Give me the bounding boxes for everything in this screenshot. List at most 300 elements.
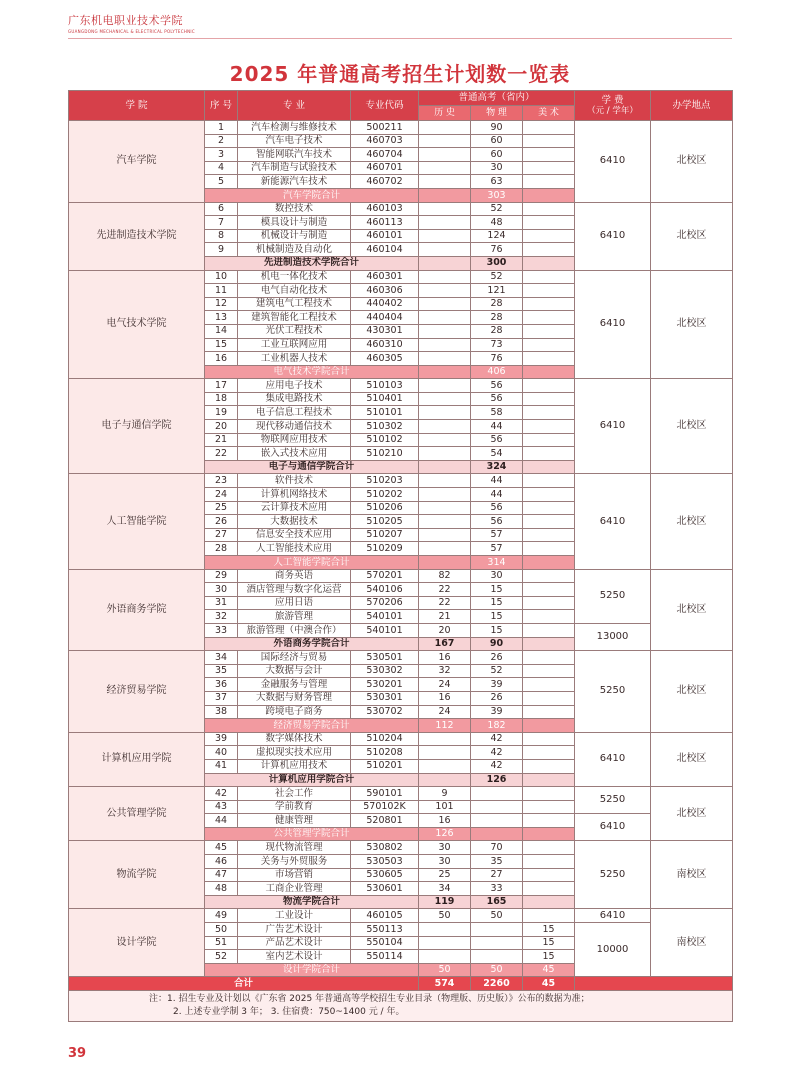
art-cell <box>523 787 575 801</box>
physics-cell: 57 <box>471 542 523 556</box>
seq-cell: 29 <box>205 569 238 583</box>
history-cell: 24 <box>419 678 471 692</box>
seq-cell: 5 <box>205 175 238 189</box>
seq-cell: 23 <box>205 474 238 488</box>
college-name: 经济贸易学院 <box>69 651 205 733</box>
subtotal-art <box>523 719 575 733</box>
art-cell <box>523 515 575 529</box>
code-cell: 510205 <box>351 515 419 529</box>
subtotal-history <box>419 460 471 474</box>
history-cell <box>419 175 471 189</box>
note-line: 2. 上述专业学制 3 年； 3. 住宿费：750~1400 元 / 年。 <box>173 1007 405 1018</box>
history-cell: 20 <box>419 623 471 637</box>
table-row <box>69 270 733 284</box>
fee-cell: 13000 <box>575 623 651 650</box>
physics-cell: 76 <box>471 243 523 257</box>
subtotal-art <box>523 256 575 270</box>
major-cell: 应用日语 <box>238 596 351 610</box>
physics-cell: 52 <box>471 664 523 678</box>
location-cell: 北校区 <box>651 569 733 651</box>
subtotal-physics: 182 <box>471 719 523 733</box>
note-line: 注：1. 招生专业及计划以《广东省 2025 年普通高等学校招生专业目录（物理版、历史版）》公布的数据为准； <box>149 994 590 1004</box>
major-cell: 集成电路技术 <box>238 392 351 406</box>
college-name: 计算机应用学院 <box>69 732 205 786</box>
subtotal-label: 电子与通信学院合计 <box>205 460 419 474</box>
seq-cell: 28 <box>205 542 238 556</box>
physics-cell: 57 <box>471 528 523 542</box>
college-name: 物流学院 <box>69 841 205 909</box>
history-cell: 16 <box>419 691 471 705</box>
location-cell: 北校区 <box>651 474 733 569</box>
seq-cell: 21 <box>205 433 238 447</box>
fee-cell: 6410 <box>575 732 651 786</box>
seq-cell: 31 <box>205 596 238 610</box>
history-cell <box>419 134 471 148</box>
seq-cell: 41 <box>205 759 238 773</box>
code-cell: 550114 <box>351 950 419 964</box>
physics-cell <box>471 950 523 964</box>
physics-cell: 50 <box>471 909 523 923</box>
subtotal-physics: 50 <box>471 963 523 977</box>
seq-cell: 25 <box>205 501 238 515</box>
seq-cell: 35 <box>205 664 238 678</box>
art-cell <box>523 800 575 814</box>
school-name-cn: 广东机电职业技术学院 <box>68 14 183 27</box>
physics-cell: 52 <box>471 202 523 216</box>
code-cell: 510203 <box>351 474 419 488</box>
subtotal-history: 50 <box>419 963 471 977</box>
physics-cell: 30 <box>471 569 523 583</box>
table-row <box>69 474 733 488</box>
subtotal-physics: 314 <box>471 556 523 570</box>
seq-cell: 12 <box>205 297 238 311</box>
art-cell <box>523 814 575 828</box>
history-cell <box>419 270 471 284</box>
art-cell <box>523 297 575 311</box>
subtotal-physics: 90 <box>471 637 523 651</box>
code-cell: 460301 <box>351 270 419 284</box>
seq-cell: 51 <box>205 936 238 950</box>
major-cell: 机械设计与制造 <box>238 229 351 243</box>
major-cell: 大数据与财务管理 <box>238 691 351 705</box>
physics-cell <box>471 800 523 814</box>
history-cell <box>419 501 471 515</box>
location-cell: 南校区 <box>651 909 733 977</box>
seq-cell: 30 <box>205 583 238 597</box>
art-cell <box>523 542 575 556</box>
physics-cell: 26 <box>471 691 523 705</box>
physics-cell: 33 <box>471 882 523 896</box>
art-cell <box>523 379 575 393</box>
major-cell: 工业互联网应用 <box>238 338 351 352</box>
header-major: 专 业 <box>238 91 351 121</box>
subtotal-art <box>523 460 575 474</box>
physics-cell: 56 <box>471 515 523 529</box>
location-cell: 南校区 <box>651 841 733 909</box>
major-cell: 室内艺术设计 <box>238 950 351 964</box>
history-cell <box>419 324 471 338</box>
seq-cell: 13 <box>205 311 238 325</box>
history-cell <box>419 202 471 216</box>
history-cell <box>419 243 471 257</box>
code-cell: 530605 <box>351 868 419 882</box>
art-cell <box>523 746 575 760</box>
major-cell: 汽车检测与维修技术 <box>238 121 351 135</box>
art-cell <box>523 841 575 855</box>
location-cell: 北校区 <box>651 379 733 474</box>
major-cell: 机电一体化技术 <box>238 270 351 284</box>
seq-cell: 43 <box>205 800 238 814</box>
physics-cell: 15 <box>471 610 523 624</box>
fee-cell: 6410 <box>575 474 651 569</box>
art-cell <box>523 161 575 175</box>
subtotal-history: 167 <box>419 637 471 651</box>
history-cell <box>419 923 471 937</box>
major-cell: 数字媒体技术 <box>238 732 351 746</box>
header-college: 学 院 <box>69 91 205 121</box>
seq-cell: 4 <box>205 161 238 175</box>
table-row <box>69 732 733 746</box>
subtotal-label: 先进制造技术学院合计 <box>205 256 419 270</box>
art-cell <box>523 855 575 869</box>
seq-cell: 2 <box>205 134 238 148</box>
major-cell: 社会工作 <box>238 787 351 801</box>
subtotal-art: 45 <box>523 963 575 977</box>
seq-cell: 33 <box>205 623 238 637</box>
major-cell: 健康管理 <box>238 814 351 828</box>
art-cell <box>523 732 575 746</box>
history-cell: 32 <box>419 664 471 678</box>
code-cell: 570102K <box>351 800 419 814</box>
physics-cell: 28 <box>471 311 523 325</box>
physics-cell: 15 <box>471 583 523 597</box>
history-cell <box>419 161 471 175</box>
total-blank <box>575 977 733 991</box>
subtotal-art <box>523 556 575 570</box>
code-cell: 440404 <box>351 311 419 325</box>
subtotal-label: 人工智能学院合计 <box>205 556 419 570</box>
art-cell <box>523 243 575 257</box>
major-cell: 电气自动化技术 <box>238 284 351 298</box>
subtotal-label: 外语商务学院合计 <box>205 637 419 651</box>
seq-cell: 7 <box>205 216 238 230</box>
major-cell: 汽车电子技术 <box>238 134 351 148</box>
college-name: 设计学院 <box>69 909 205 977</box>
seq-cell: 48 <box>205 882 238 896</box>
history-cell <box>419 447 471 461</box>
code-cell: 530601 <box>351 882 419 896</box>
fee-cell: 6410 <box>575 909 651 923</box>
seq-cell: 26 <box>205 515 238 529</box>
major-cell: 嵌入式技术应用 <box>238 447 351 461</box>
seq-cell: 42 <box>205 787 238 801</box>
physics-cell: 56 <box>471 433 523 447</box>
total-art: 45 <box>523 977 575 991</box>
header-seq: 序 号 <box>205 91 238 121</box>
college-name: 外语商务学院 <box>69 569 205 651</box>
physics-cell: 56 <box>471 501 523 515</box>
fee-cell: 6410 <box>575 202 651 270</box>
fee-cell: 6410 <box>575 814 651 841</box>
seq-cell: 11 <box>205 284 238 298</box>
subtotal-label: 公共管理学院合计 <box>205 827 419 841</box>
major-cell: 旅游管理 <box>238 610 351 624</box>
history-cell <box>419 406 471 420</box>
history-cell <box>419 488 471 502</box>
art-cell <box>523 420 575 434</box>
physics-cell <box>471 787 523 801</box>
table-row <box>69 569 733 583</box>
physics-cell: 60 <box>471 134 523 148</box>
major-cell: 机械制造及自动化 <box>238 243 351 257</box>
subtotal-physics: 126 <box>471 773 523 787</box>
major-cell: 人工智能技术应用 <box>238 542 351 556</box>
art-cell <box>523 216 575 230</box>
physics-cell: 63 <box>471 175 523 189</box>
history-cell <box>419 121 471 135</box>
physics-cell: 54 <box>471 447 523 461</box>
total-history: 574 <box>419 977 471 991</box>
code-cell: 510101 <box>351 406 419 420</box>
art-cell <box>523 664 575 678</box>
physics-cell: 35 <box>471 855 523 869</box>
major-cell: 大数据与会计 <box>238 664 351 678</box>
seq-cell: 20 <box>205 420 238 434</box>
art-cell <box>523 583 575 597</box>
header-art: 美 术 <box>523 106 575 121</box>
code-cell: 530702 <box>351 705 419 719</box>
art-cell <box>523 596 575 610</box>
physics-cell: 60 <box>471 148 523 162</box>
seq-cell: 6 <box>205 202 238 216</box>
physics-cell: 28 <box>471 297 523 311</box>
subtotal-label: 电气技术学院合计 <box>205 365 419 379</box>
major-cell: 国际经济与贸易 <box>238 651 351 665</box>
total-row <box>69 977 733 991</box>
college-name: 电气技术学院 <box>69 270 205 379</box>
seq-cell: 47 <box>205 868 238 882</box>
history-cell <box>419 474 471 488</box>
art-cell: 15 <box>523 936 575 950</box>
subtotal-history: 126 <box>419 827 471 841</box>
physics-cell: 42 <box>471 732 523 746</box>
history-cell: 82 <box>419 569 471 583</box>
table-row <box>69 202 733 216</box>
physics-cell: 121 <box>471 284 523 298</box>
history-cell <box>419 950 471 964</box>
subtotal-art <box>523 188 575 202</box>
seq-cell: 45 <box>205 841 238 855</box>
major-cell: 软件技术 <box>238 474 351 488</box>
subtotal-label: 物流学院合计 <box>205 895 419 909</box>
subtotal-label: 经济贸易学院合计 <box>205 719 419 733</box>
major-cell: 应用电子技术 <box>238 379 351 393</box>
art-cell <box>523 909 575 923</box>
physics-cell: 56 <box>471 379 523 393</box>
art-cell <box>523 270 575 284</box>
physics-cell: 28 <box>471 324 523 338</box>
table-row <box>69 841 733 855</box>
art-cell <box>523 134 575 148</box>
major-cell: 数控技术 <box>238 202 351 216</box>
history-cell <box>419 216 471 230</box>
location-cell: 北校区 <box>651 121 733 203</box>
seq-cell: 50 <box>205 923 238 937</box>
seq-cell: 3 <box>205 148 238 162</box>
code-cell: 460305 <box>351 352 419 366</box>
physics-cell: 39 <box>471 705 523 719</box>
art-cell <box>523 352 575 366</box>
art-cell <box>523 678 575 692</box>
seq-cell: 14 <box>205 324 238 338</box>
art-cell <box>523 392 575 406</box>
table-row <box>69 787 733 801</box>
seq-cell: 36 <box>205 678 238 692</box>
physics-cell: 48 <box>471 216 523 230</box>
code-cell: 460103 <box>351 202 419 216</box>
seq-cell: 10 <box>205 270 238 284</box>
major-cell: 计算机应用技术 <box>238 759 351 773</box>
page-number: 39 <box>68 1046 87 1061</box>
art-cell <box>523 474 575 488</box>
header-fee-label: 学 费 <box>601 94 624 106</box>
major-cell: 建筑智能化工程技术 <box>238 311 351 325</box>
physics-cell: 56 <box>471 392 523 406</box>
subtotal-physics: 324 <box>471 460 523 474</box>
code-cell: 460310 <box>351 338 419 352</box>
physics-cell: 44 <box>471 420 523 434</box>
location-cell: 北校区 <box>651 651 733 733</box>
major-cell: 虚拟现实技术应用 <box>238 746 351 760</box>
location-cell: 北校区 <box>651 270 733 379</box>
physics-cell: 15 <box>471 623 523 637</box>
physics-cell: 15 <box>471 596 523 610</box>
physics-cell: 42 <box>471 759 523 773</box>
header-physics: 物 理 <box>471 106 523 121</box>
code-cell: 510401 <box>351 392 419 406</box>
major-cell: 模具设计与制造 <box>238 216 351 230</box>
art-cell <box>523 651 575 665</box>
code-cell: 510102 <box>351 433 419 447</box>
code-cell: 500211 <box>351 121 419 135</box>
fee-cell: 10000 <box>575 923 651 977</box>
seq-cell: 8 <box>205 229 238 243</box>
code-cell: 540101 <box>351 610 419 624</box>
history-cell <box>419 352 471 366</box>
history-cell <box>419 528 471 542</box>
major-cell: 酒店管理与数字化运营 <box>238 583 351 597</box>
major-cell: 工业机器人技术 <box>238 352 351 366</box>
college-name: 电子与通信学院 <box>69 379 205 474</box>
history-cell <box>419 515 471 529</box>
history-cell <box>419 936 471 950</box>
fee-cell: 5250 <box>575 841 651 909</box>
fee-cell: 5250 <box>575 787 651 814</box>
history-cell: 30 <box>419 841 471 855</box>
header-location: 办学地点 <box>651 91 733 121</box>
art-cell <box>523 121 575 135</box>
history-cell <box>419 229 471 243</box>
history-cell: 9 <box>419 787 471 801</box>
history-cell <box>419 433 471 447</box>
physics-cell: 52 <box>471 270 523 284</box>
major-cell: 市场营销 <box>238 868 351 882</box>
major-cell: 旅游管理（中澳合作） <box>238 623 351 637</box>
history-cell <box>419 148 471 162</box>
code-cell: 510204 <box>351 732 419 746</box>
physics-cell: 76 <box>471 352 523 366</box>
physics-cell: 44 <box>471 488 523 502</box>
code-cell: 530302 <box>351 664 419 678</box>
table-row <box>69 651 733 665</box>
history-cell: 25 <box>419 868 471 882</box>
college-name: 人工智能学院 <box>69 474 205 569</box>
code-cell: 530503 <box>351 855 419 869</box>
code-cell: 430301 <box>351 324 419 338</box>
seq-cell: 49 <box>205 909 238 923</box>
physics-cell: 30 <box>471 161 523 175</box>
code-cell: 520801 <box>351 814 419 828</box>
history-cell <box>419 297 471 311</box>
college-name: 先进制造技术学院 <box>69 202 205 270</box>
physics-cell: 27 <box>471 868 523 882</box>
code-cell: 530501 <box>351 651 419 665</box>
physics-cell: 58 <box>471 406 523 420</box>
fee-cell: 5250 <box>575 569 651 623</box>
seq-cell: 38 <box>205 705 238 719</box>
history-cell: 16 <box>419 651 471 665</box>
enrollment-plan-table <box>68 90 733 1022</box>
code-cell: 460105 <box>351 909 419 923</box>
art-cell <box>523 175 575 189</box>
major-cell: 物联网应用技术 <box>238 433 351 447</box>
art-cell <box>523 311 575 325</box>
history-cell <box>419 420 471 434</box>
seq-cell: 22 <box>205 447 238 461</box>
art-cell <box>523 202 575 216</box>
code-cell: 460702 <box>351 175 419 189</box>
major-cell: 产品艺术设计 <box>238 936 351 950</box>
major-cell: 学前教育 <box>238 800 351 814</box>
table-body <box>69 121 733 1022</box>
header-gaokao: 普通高考（省内） <box>419 91 575 106</box>
physics-cell <box>471 936 523 950</box>
physics-cell <box>471 923 523 937</box>
subtotal-physics: 406 <box>471 365 523 379</box>
subtotal-art <box>523 637 575 651</box>
code-cell: 510210 <box>351 447 419 461</box>
code-cell: 510201 <box>351 759 419 773</box>
table-row <box>69 121 733 135</box>
art-cell <box>523 338 575 352</box>
code-cell: 460101 <box>351 229 419 243</box>
subtotal-history: 112 <box>419 719 471 733</box>
history-cell: 22 <box>419 583 471 597</box>
history-cell: 30 <box>419 855 471 869</box>
code-cell: 460704 <box>351 148 419 162</box>
art-cell <box>523 406 575 420</box>
history-cell <box>419 379 471 393</box>
fee-cell: 6410 <box>575 121 651 203</box>
major-cell: 光伏工程技术 <box>238 324 351 338</box>
physics-cell: 90 <box>471 121 523 135</box>
seq-cell: 15 <box>205 338 238 352</box>
seq-cell: 18 <box>205 392 238 406</box>
subtotal-history <box>419 188 471 202</box>
history-cell: 101 <box>419 800 471 814</box>
header-fee <box>575 91 651 121</box>
major-cell: 电子信息工程技术 <box>238 406 351 420</box>
